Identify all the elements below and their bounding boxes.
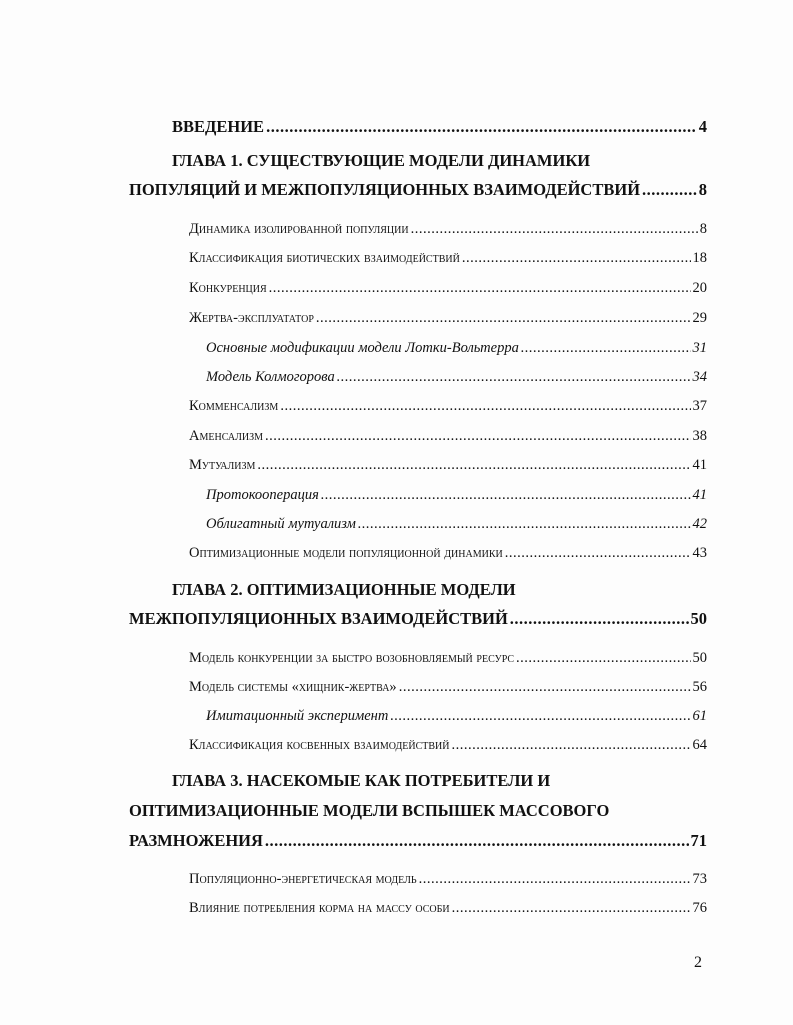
toc-entry-chapter-2[interactable]	[129, 609, 707, 629]
toc-entry-page: 41	[692, 487, 707, 503]
dot-leader	[257, 457, 690, 474]
toc-entry-title: Комменсализм	[189, 398, 279, 414]
toc-entry[interactable]	[206, 369, 707, 386]
toc-entry-title: Классификация биотических взаимодействий	[189, 250, 460, 266]
toc-entry-chapter-1[interactable]	[129, 180, 707, 200]
toc-entry[interactable]	[206, 516, 707, 533]
toc-entry[interactable]	[189, 221, 707, 238]
toc-entry-title: Популяционно-энергетическая модель	[189, 871, 417, 887]
chapter-3-heading-line3: РАЗМНОЖЕНИЯ	[129, 831, 263, 850]
toc-entry-page: 41	[692, 457, 707, 473]
toc-entry[interactable]	[189, 679, 707, 696]
toc-entry-page: 43	[692, 545, 707, 561]
dot-leader	[269, 280, 691, 297]
toc-entry-page: 38	[692, 428, 707, 444]
toc-entry-title: Имитационный эксперимент	[206, 708, 389, 724]
toc-entry-title: Модель конкуренции за быстро возобновляемый ресурс	[189, 650, 515, 666]
toc-entry-title: ВВЕДЕНИЕ	[172, 117, 265, 136]
toc-entry-page: 31	[692, 340, 707, 356]
chapter-1-heading-line1: ГЛАВА 1. СУЩЕСТВУЮЩИЕ МОДЕЛИ ДИНАМИКИ	[172, 151, 591, 170]
toc-entry[interactable]	[189, 871, 707, 888]
toc-entry-page: 64	[692, 737, 707, 753]
toc-entry-intro[interactable]	[172, 117, 707, 137]
toc-entry-title: Облигатный мутуализм	[206, 516, 356, 532]
chapter-3-heading-line2: ОПТИМИЗАЦИОННЫЕ МОДЕЛИ ВСПЫШЕК МАССОВОГО	[129, 801, 610, 820]
dot-leader	[510, 609, 689, 629]
toc-entry-title: Основные модификации модели Лотки-Вольтерра	[206, 340, 519, 356]
toc-entry-page: 50	[692, 650, 707, 666]
toc-entry-page: 4	[698, 117, 707, 136]
toc-entry[interactable]	[206, 487, 707, 504]
toc-entry-page: 50	[690, 609, 707, 628]
dot-leader	[358, 516, 691, 533]
dot-leader	[419, 871, 691, 888]
toc-entry-page: 8	[699, 221, 707, 237]
toc-entry-title: Влияние потребления корма на массу особи	[189, 900, 450, 916]
dot-leader	[280, 398, 690, 415]
dot-leader	[265, 428, 691, 445]
toc-entry[interactable]	[189, 545, 707, 562]
dot-leader	[411, 221, 698, 238]
toc-entry-title: Модель системы «хищник-жертва»	[189, 679, 397, 695]
toc-entry-page: 29	[692, 310, 707, 326]
dot-leader	[521, 340, 691, 357]
toc-entry[interactable]	[189, 398, 707, 415]
toc-entry-page: 37	[692, 398, 707, 414]
chapter-1-heading-line2: ПОПУЛЯЦИЙ И МЕЖПОПУЛЯЦИОННЫХ ВЗАИМОДЕЙСТВИЙ	[129, 180, 641, 199]
toc-entry-page: 73	[692, 871, 707, 887]
toc-entry[interactable]	[189, 900, 707, 917]
toc-entry[interactable]	[189, 280, 707, 297]
dot-leader	[452, 900, 691, 917]
toc-entry[interactable]	[206, 708, 707, 725]
dot-leader	[462, 250, 691, 267]
chapter-2-heading-line1: ГЛАВА 2. ОПТИМИЗАЦИОННЫЕ МОДЕЛИ	[172, 580, 516, 599]
toc-entry[interactable]	[189, 428, 707, 445]
dot-leader	[337, 369, 691, 386]
chapter-3-heading-line1: ГЛАВА 3. НАСЕКОМЫЕ КАК ПОТРЕБИТЕЛИ И	[172, 771, 551, 790]
dot-leader	[505, 545, 691, 562]
toc-entry-title: Модель Колмогорова	[206, 369, 335, 385]
toc-entry[interactable]	[189, 457, 707, 474]
toc-entry-page: 8	[698, 180, 707, 199]
toc-entry[interactable]	[189, 250, 707, 267]
dot-leader	[452, 737, 691, 754]
dot-leader	[266, 117, 697, 137]
toc-entry-title: Оптимизационные модели популяционной динамики	[189, 545, 503, 561]
dot-leader	[516, 650, 690, 667]
dot-leader	[642, 180, 697, 200]
toc-entry-title: Аменсализм	[189, 428, 263, 444]
page-number: 2	[694, 954, 702, 971]
toc-entry[interactable]	[189, 650, 707, 667]
toc-entry-page: 20	[692, 280, 707, 296]
toc-entry-title: Динамика изолированной популяции	[189, 221, 409, 237]
toc-entry-page: 34	[692, 369, 707, 385]
toc-entry-page: 76	[692, 900, 707, 916]
toc-entry-title: Протокооперация	[206, 487, 319, 503]
toc-entry-chapter-3[interactable]	[129, 831, 707, 851]
toc-entry[interactable]	[189, 310, 707, 327]
toc-entry-title: Конкуренция	[189, 280, 267, 296]
toc-entry-page: 18	[692, 250, 707, 266]
toc-entry-title: Жертва-эксплуататор	[189, 310, 314, 326]
dot-leader	[316, 310, 691, 327]
dot-leader	[390, 708, 690, 725]
dot-leader	[399, 679, 691, 696]
toc-entry[interactable]	[189, 737, 707, 754]
dot-leader	[321, 487, 691, 504]
toc-entry-page: 56	[692, 679, 707, 695]
toc-entry-page: 42	[692, 516, 707, 532]
toc-entry-page: 61	[692, 708, 707, 724]
dot-leader	[265, 831, 689, 851]
toc-entry-page: 71	[690, 831, 707, 850]
toc-entry[interactable]	[206, 340, 707, 357]
toc-entry-title: Мутуализм	[189, 457, 256, 473]
toc-entry-title: Классификация косвенных взаимодействий	[189, 737, 450, 753]
chapter-2-heading-line2: МЕЖПОПУЛЯЦИОННЫХ ВЗАИМОДЕЙСТВИЙ	[129, 609, 508, 628]
